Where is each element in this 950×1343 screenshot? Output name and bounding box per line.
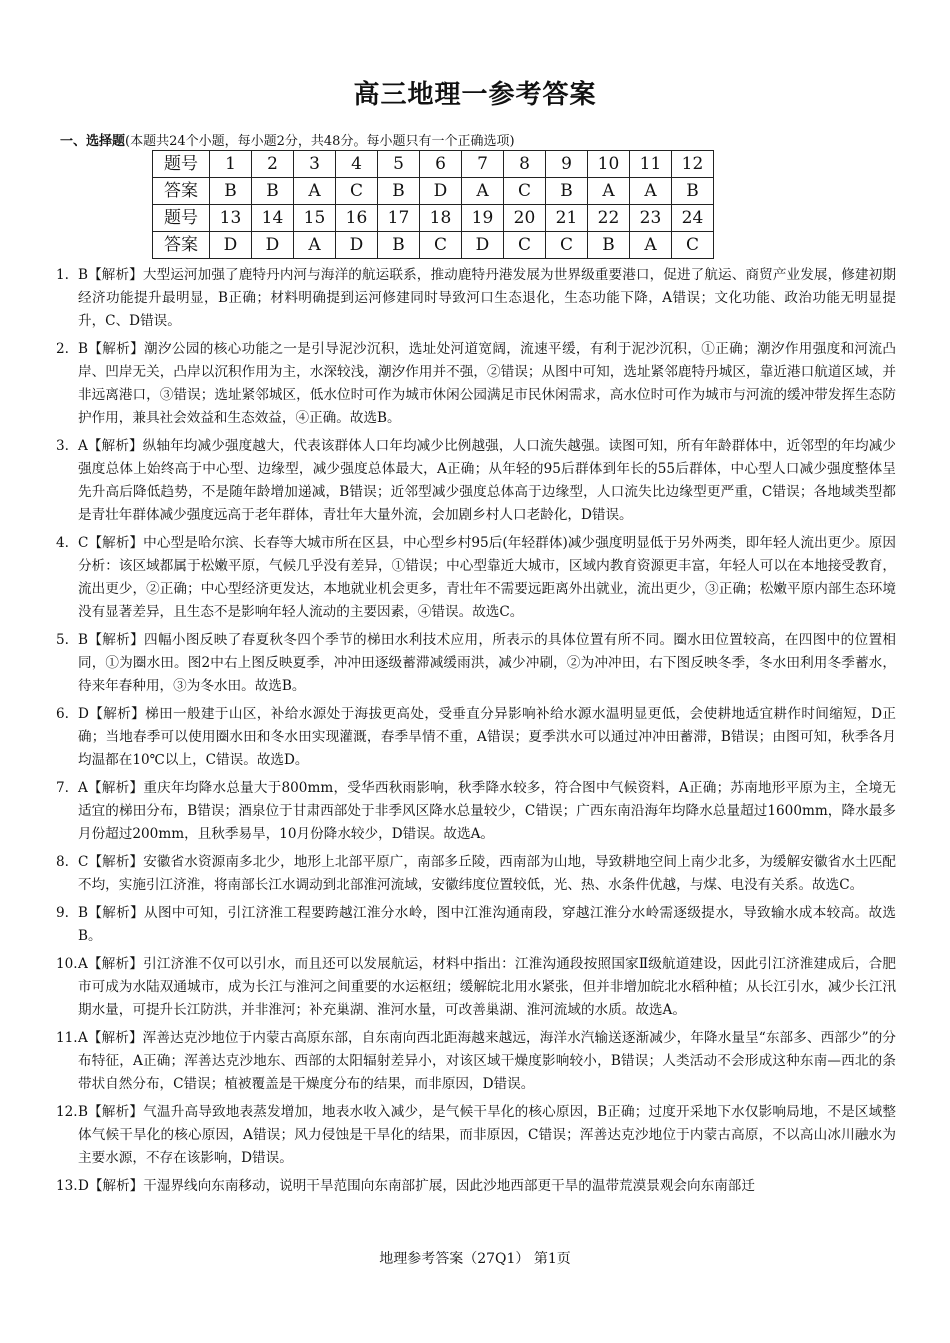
table-cell: 9 bbox=[546, 151, 588, 178]
item-text: A【解析】引江济淮不仅可以引水，而且还可以发展航运，材料中指出：江淮沟通段按照国家Ⅱ级航道建设，因此引江济淮建成后，合肥市可成为水陆双通城市，成为长江与淮河之间重要的水运枢纽；缓解皖北用水紧张，但并非增加皖北水稻种植；从长江引水，减少长江汛期水量，可提升长江防洪，并非淮河；补充巢湖、淮河水量，可改善巢湖、淮河流域的水质。故选A。 bbox=[78, 956, 896, 1018]
table-cell: A bbox=[588, 178, 630, 205]
table-cell: C bbox=[504, 232, 546, 259]
item-text: B【解析】气温升高导致地表蒸发增加，地表水收入减少，是气候干旱化的核心原因，B正确；过度开采地下水仅影响局地，不是区域整体气候干旱化的核心原因，A错误；风力侵蚀是干旱化的结果，而非原因，C错误；浑善达克沙地位于内蒙古高原，不以高山冰川融水为主要水源，不存在该影响，D错误。 bbox=[78, 1104, 896, 1166]
table-cell: B bbox=[378, 178, 420, 205]
item-number: 1. bbox=[56, 267, 69, 283]
item-number: 5. bbox=[56, 632, 69, 648]
row-label: 答案 bbox=[153, 232, 210, 259]
row-label: 题号 bbox=[153, 205, 210, 232]
item-text: B【解析】潮汐公园的核心功能之一是引导泥沙沉积，选址处河道宽阔，流速平缓，有利于泥沙沉积，①正确；潮汐作用强度和河流凸岸、凹岸无关，凸岸以沉积作用为主，水深较浅，潮汐作用并不强，②错误；从图中可知，选址紧邻鹿特丹城区，靠近港口航道区域，并非远离港口，③错误；选址紧邻城区，低水位时可作为城市休闲公园满足市民休闲需求，高水位时可作为城市与河流的缓冲带发挥生态防护作用，兼具社会效益和生态效益，④正确。故选B。 bbox=[78, 341, 896, 426]
item-number: 13. bbox=[56, 1178, 78, 1194]
item-number: 8. bbox=[56, 854, 69, 870]
table-cell: C bbox=[420, 232, 462, 259]
table-cell: 24 bbox=[672, 205, 714, 232]
table-cell: D bbox=[420, 178, 462, 205]
table-cell: C bbox=[546, 232, 588, 259]
item-text: A【解析】浑善达克沙地位于内蒙古高原东部，自东南向西北距海越来越远，海洋水汽输送逐渐减少，年降水量呈“东部多、西部少”的分布特征，A正确；浑善达克沙地东、西部的太阳辐射差异小，对该区域干燥度影响较小，B错误；人类活动不会形成这种东南—西北的条带状自然分布，C错误；植被覆盖是干燥度分布的结果，而非原因，D错误。 bbox=[78, 1030, 896, 1092]
explanation-item bbox=[56, 953, 896, 1022]
table-cell: A bbox=[294, 178, 336, 205]
table-cell: 5 bbox=[378, 151, 420, 178]
table-cell: B bbox=[588, 232, 630, 259]
explanation-item bbox=[56, 338, 896, 430]
item-number: 11. bbox=[56, 1030, 78, 1046]
item-text: A【解析】重庆年均降水总量大于800mm，受华西秋雨影响，秋季降水较多，符合图中气候资料，A正确；苏南地形平原为主，全境无适宜的梯田分布，B错误；酒泉位于甘肃西部处于非季风区降水总量较少，C错误；广西东南沿海年均降水总量超过1600mm，降水最多月份超过200mm，且秋季易旱，10月份降水较少，D错误。故选A。 bbox=[78, 780, 896, 842]
table-cell: A bbox=[630, 178, 672, 205]
table-cell: 23 bbox=[630, 205, 672, 232]
item-number: 10. bbox=[56, 956, 78, 972]
item-text: A【解析】纵轴年均减少强度越大，代表该群体人口年均减少比例越强，人口流失越强。读图可知，所有年龄群体中，近邻型的年均减少强度总体上始终高于中心型、边缘型，减少强度总体最大，A正确；从年轻的95后群体到年长的55后群体，中心型人口减少强度整体呈先升高后降低趋势，不是随年龄增加递减，B错误；近邻型减少强度总体高于边缘型，人口流失比边缘型更严重，C错误；各地域类型都是青壮年群体减少强度远高于老年群体，青壮年大量外流，会加剧乡村人口老龄化，D错误。 bbox=[78, 438, 896, 523]
item-text: B【解析】四幅小图反映了春夏秋冬四个季节的梯田水利技术应用，所表示的具体位置有所不同。圈水田位置较高，在四图中的位置相同，①为圈水田。图2中右上图反映夏季，冲冲田逐级蓄滞减缓雨洪，减少冲刷，②为冲冲田，右下图反映冬季，冬水田利用冬季蓄水，待来年春种用，③为冬水田。故选B。 bbox=[78, 632, 896, 694]
row-label: 答案 bbox=[153, 178, 210, 205]
table-cell: 14 bbox=[252, 205, 294, 232]
table-cell: B bbox=[378, 232, 420, 259]
section-head: 一、选择题 bbox=[60, 134, 126, 149]
table-cell: 3 bbox=[294, 151, 336, 178]
table-cell: C bbox=[336, 178, 378, 205]
explanation-item bbox=[56, 532, 896, 624]
table-cell: 7 bbox=[462, 151, 504, 178]
explanation-item bbox=[56, 629, 896, 698]
item-number: 3. bbox=[56, 438, 69, 454]
item-number: 2. bbox=[56, 341, 69, 357]
table-cell: A bbox=[630, 232, 672, 259]
explanation-item bbox=[56, 435, 896, 527]
table-cell: B bbox=[210, 178, 252, 205]
table-cell: D bbox=[462, 232, 504, 259]
table-cell: A bbox=[462, 178, 504, 205]
table-cell: 22 bbox=[588, 205, 630, 232]
answer-row bbox=[153, 178, 714, 205]
table-cell: B bbox=[252, 178, 294, 205]
item-text: D【解析】梯田一般建于山区，补给水源处于海拔更高处，受垂直分异影响补给水源水温明显更低，会使耕地适宜耕作时间缩短，D正确；当地春季可以使用圈水田和冬水田实现灌溉，春季旱情不重，A错误；夏季洪水可以通过冲冲田蓄滞，B错误；由图可知，秋季各月均温都在10℃以上，C错误。故选D。 bbox=[78, 706, 896, 768]
table-cell: 8 bbox=[504, 151, 546, 178]
item-number: 6. bbox=[56, 706, 69, 722]
explanation-item bbox=[56, 264, 896, 333]
table-cell: C bbox=[672, 232, 714, 259]
question-number-row bbox=[153, 151, 714, 178]
row-label: 题号 bbox=[153, 151, 210, 178]
table-cell: D bbox=[252, 232, 294, 259]
item-text: D【解析】干湿界线向东南移动，说明干旱范围向东南部扩展，因此沙地西部更干旱的温带荒漠景观会向东南部迁 bbox=[78, 1178, 755, 1194]
answer-row bbox=[153, 232, 714, 259]
table-cell: D bbox=[336, 232, 378, 259]
explanation-item bbox=[56, 1101, 896, 1170]
table-cell: 4 bbox=[336, 151, 378, 178]
explanations-list bbox=[56, 264, 896, 1203]
table-cell: 17 bbox=[378, 205, 420, 232]
page-footer: 地理参考答案（27Q1） 第1页 bbox=[379, 1251, 571, 1267]
table-cell: 13 bbox=[210, 205, 252, 232]
table-cell: B bbox=[546, 178, 588, 205]
table-cell: A bbox=[294, 232, 336, 259]
explanation-item bbox=[56, 777, 896, 846]
page-title: 高三地理一参考答案 bbox=[353, 80, 597, 110]
table-cell: 2 bbox=[252, 151, 294, 178]
item-number: 4. bbox=[56, 535, 69, 551]
item-number: 12. bbox=[56, 1104, 78, 1120]
section-heading bbox=[60, 130, 515, 149]
table-cell: 12 bbox=[672, 151, 714, 178]
explanation-item bbox=[56, 703, 896, 772]
table-cell: 10 bbox=[588, 151, 630, 178]
explanation-item bbox=[56, 851, 896, 897]
item-text: B【解析】大型运河加强了鹿特丹内河与海洋的航运联系，推动鹿特丹港发展为世界级重要港口，促进了航运、商贸产业发展，修建初期经济功能提升最明显，B正确；材料明确提到运河修建同时导致河口生态退化，生态功能下降，A错误；文化功能、政治功能无明显提升，C、D错误。 bbox=[78, 267, 896, 329]
item-text: C【解析】中心型是哈尔滨、长春等大城市所在区县，中心型乡村95后(年轻群体)减少强度明显低于另外两类，即年轻人流出更少。原因分析：该区域都属于松嫩平原，气候几乎没有差异，①错误；中心型靠近大城市，区域内教育资源更丰富，年轻人可以在本地接受教育，流出更少，②正确；中心型经济更发达，本地就业机会更多，青壮年不需要远距离外出就业，流出更少，③正确；松嫩平原内部生态环境没有显著差异，且生态不是影响年轻人流动的主要因素，④错误。故选C。 bbox=[78, 535, 896, 620]
table-cell: D bbox=[210, 232, 252, 259]
table-cell: 15 bbox=[294, 205, 336, 232]
table-cell: 20 bbox=[504, 205, 546, 232]
table-cell: B bbox=[672, 178, 714, 205]
table-cell: C bbox=[504, 178, 546, 205]
explanation-item bbox=[56, 1027, 896, 1096]
explanation-item bbox=[56, 1175, 896, 1198]
table-cell: 18 bbox=[420, 205, 462, 232]
table-cell: 19 bbox=[462, 205, 504, 232]
item-number: 9. bbox=[56, 905, 69, 921]
table-cell: 1 bbox=[210, 151, 252, 178]
question-number-row bbox=[153, 205, 714, 232]
section-note: (本题共24个小题，每小题2分，共48分。每小题只有一个正确选项) bbox=[125, 134, 515, 149]
item-text: C【解析】安徽省水资源南多北少，地形上北部平原广，南部多丘陵，西南部为山地，导致耕地空间上南少北多，为缓解安徽省水土匹配不均，实施引江济淮，将南部长江水调动到北部淮河流域，安徽纬度位置较低，光、热、水条件优越，与煤、电没有关系。故选C。 bbox=[78, 854, 896, 893]
item-text: B【解析】从图中可知，引江济淮工程要跨越江淮分水岭，图中江淮沟通南段，穿越江淮分水岭需逐级提水，导致输水成本较高。故选B。 bbox=[78, 905, 896, 944]
table-cell: 11 bbox=[630, 151, 672, 178]
explanation-item bbox=[56, 902, 896, 948]
answer-table bbox=[152, 150, 714, 259]
table-cell: 16 bbox=[336, 205, 378, 232]
table-cell: 6 bbox=[420, 151, 462, 178]
item-number: 7. bbox=[56, 780, 69, 796]
table-cell: 21 bbox=[546, 205, 588, 232]
